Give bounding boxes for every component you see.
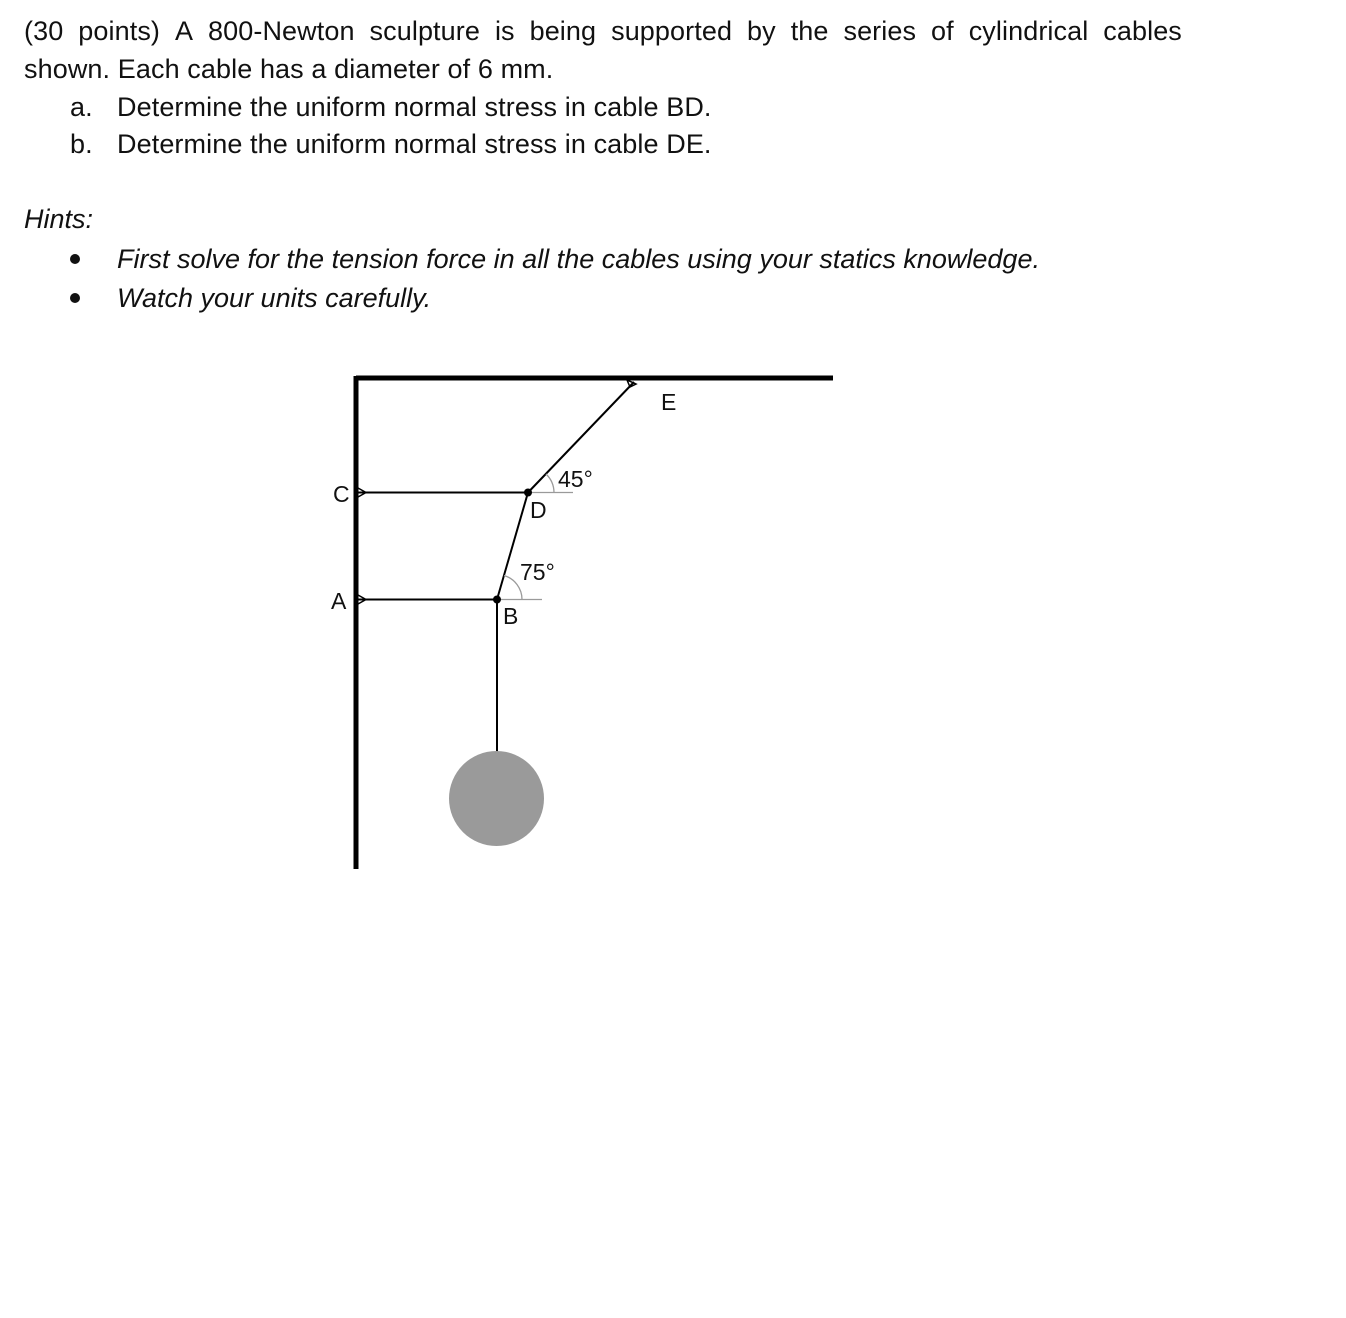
angle-arc-45: [546, 474, 554, 493]
angle-label-75: 75°: [520, 559, 555, 585]
word: A: [174, 16, 194, 46]
joint-b: [493, 596, 501, 604]
part-text: Determine the uniform normal stress in cable DE.: [117, 129, 712, 159]
hint-text: Watch your units carefully.: [117, 283, 432, 313]
word: is: [494, 16, 515, 46]
word: sculpture: [369, 16, 480, 46]
part-label: b.: [70, 129, 93, 159]
part-label: a.: [70, 92, 93, 122]
hint-text: First solve for the tension force in all the cables using your statics knowledge.: [117, 244, 1040, 274]
word: series: [843, 16, 917, 46]
word: cables: [1103, 16, 1182, 46]
word: 800-Newton: [208, 16, 355, 46]
word: cylindrical: [968, 16, 1089, 46]
problem-line-2: shown. Each cable has a diameter of 6 mm.: [24, 54, 554, 84]
word: by: [747, 16, 776, 46]
sculpture: [449, 751, 544, 846]
word: points): [78, 16, 161, 46]
word: (30: [24, 16, 64, 46]
joint-d: [524, 489, 532, 497]
word: supported: [611, 16, 733, 46]
hints-title: Hints:: [24, 204, 94, 234]
label-c: C: [333, 481, 350, 507]
angle-label-45: 45°: [558, 466, 593, 492]
word: of: [931, 16, 954, 46]
word: the: [790, 16, 829, 46]
label-e: E: [661, 389, 677, 415]
part-text: Determine the uniform normal stress in cable BD.: [117, 92, 712, 122]
label-a: A: [331, 588, 347, 614]
label-b: B: [503, 603, 519, 629]
word: being: [529, 16, 597, 46]
label-d: D: [530, 497, 547, 523]
